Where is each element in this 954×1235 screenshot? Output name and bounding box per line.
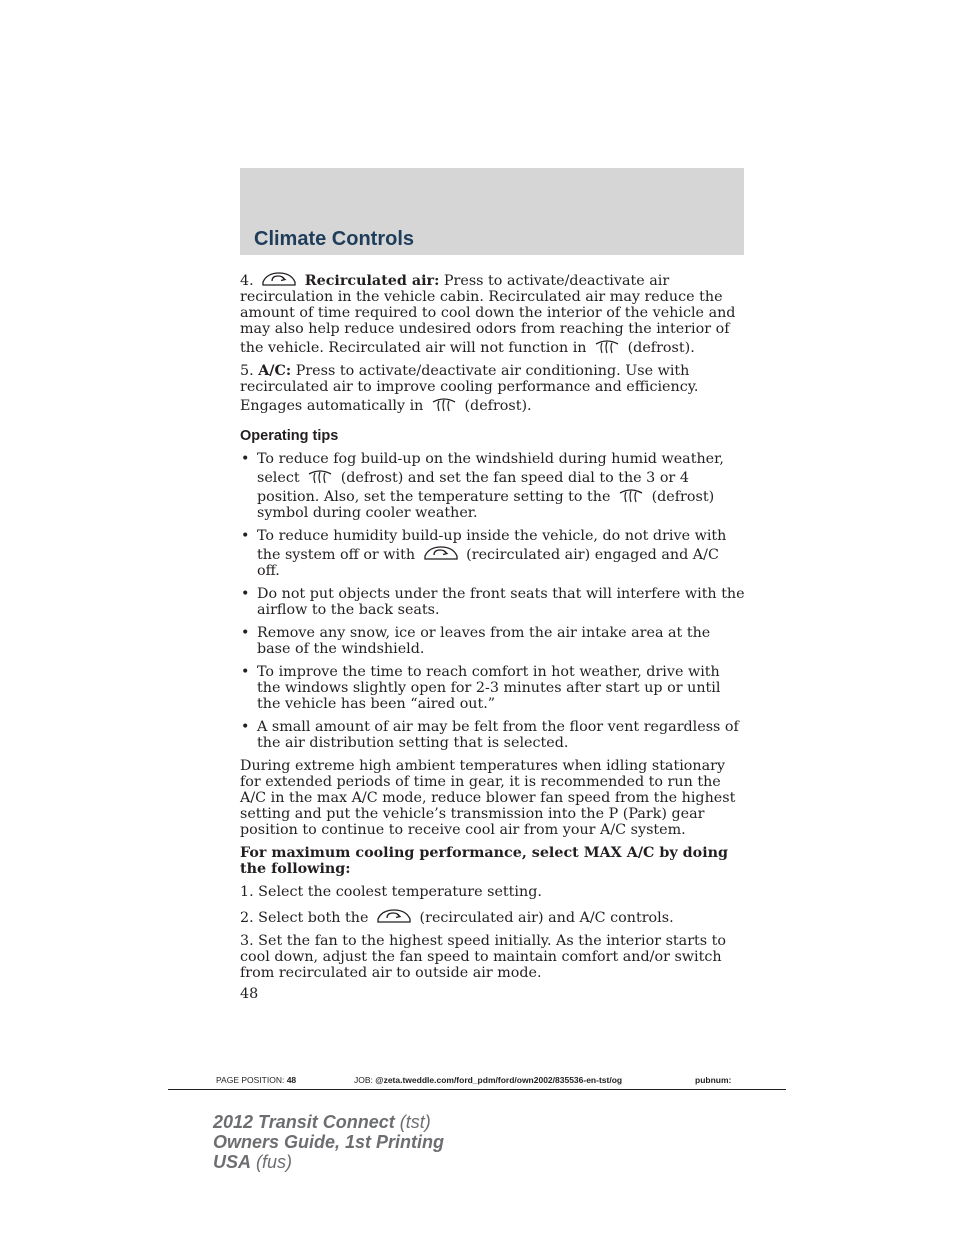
bullet: • bbox=[241, 586, 250, 602]
footer-value: @zeta.tweddle.com/ford_pdm/ford/own2002/835536-en-tst/og bbox=[375, 1075, 623, 1085]
tip-text: To improve the time to reach comfort in hot weather, drive with the windows slightly open for 2-3 minutes after start up or until the vehicle has been “aired out.” bbox=[257, 664, 721, 712]
book-line-3 bbox=[213, 1152, 444, 1172]
defrost-icon bbox=[594, 337, 620, 355]
book-market-code: (fus) bbox=[251, 1152, 293, 1172]
item-number: 4. bbox=[240, 273, 254, 289]
book-market: USA bbox=[213, 1152, 252, 1172]
tip-text: To reduce humidity build-up inside the vehicle, do not drive with the system off or with bbox=[257, 528, 727, 563]
content-column bbox=[240, 270, 746, 1002]
footer-divider bbox=[168, 1089, 786, 1090]
max-ac-heading bbox=[240, 845, 746, 877]
footer-label: pubnum: bbox=[695, 1075, 732, 1085]
book-code: (tst) bbox=[394, 1112, 431, 1132]
recirc-text: Press to activate/deactivate air recirculation in the vehicle cabin. Recirculated air may reduce the amount of time required to cool down the interior of the vehicle and may also help reduce undesired odors from reaching the interior of the vehicle. Recirculated air will not function in bbox=[240, 273, 736, 356]
max-ac-step-2 bbox=[240, 907, 746, 926]
term-recirculated-air: Recirculated air: bbox=[304, 273, 440, 289]
recirculated-air-icon bbox=[376, 907, 412, 925]
item-ac bbox=[240, 363, 746, 414]
operating-tips-list bbox=[240, 451, 746, 751]
list-item bbox=[240, 625, 746, 657]
footer-job bbox=[354, 1075, 622, 1085]
max-ac-step-3: 3. Set the fan to the highest speed initially. As the interior starts to cool down, adjust the fan speed to maintain comfort and/or switch from recirculated air to outside air mode. bbox=[240, 933, 727, 981]
recirculated-air-icon bbox=[423, 544, 459, 562]
recirc-defrost-text: (defrost). bbox=[627, 340, 695, 356]
bullet: • bbox=[241, 528, 250, 544]
book-line-2: Owners Guide, 1st Printing bbox=[213, 1132, 445, 1152]
defrost-icon bbox=[307, 467, 333, 485]
list-item bbox=[240, 451, 746, 521]
list-item bbox=[240, 528, 746, 579]
footer-page-position bbox=[216, 1075, 296, 1085]
book-title: 2012 Transit Connect bbox=[213, 1112, 395, 1132]
tip-text: (defrost) symbol during cooler weather. bbox=[257, 489, 715, 521]
item-recirculated-air bbox=[240, 270, 746, 356]
term-ac: A/C: bbox=[258, 363, 292, 379]
tip-text: Remove any snow, ice or leaves from the air intake area at the base of the windshield. bbox=[257, 625, 711, 657]
list-item bbox=[240, 586, 746, 618]
ac-text: Press to activate/deactivate air conditioning. Use with recirculated air to improve cooling performance and efficiency. Engages automatically in bbox=[240, 363, 699, 414]
book-line-1 bbox=[213, 1112, 444, 1132]
footer-label: PAGE POSITION: bbox=[216, 1075, 285, 1085]
bullet: • bbox=[241, 664, 250, 680]
operating-tips-heading: Operating tips bbox=[240, 428, 339, 444]
defrost-icon bbox=[431, 395, 457, 413]
max-ac-step-1: 1. Select the coolest temperature setting. bbox=[240, 884, 542, 900]
tip-text: To reduce fog build-up on the windshield during humid weather, select bbox=[257, 451, 724, 486]
tip-text: A small amount of air may be felt from the floor vent regardless of the air distribution setting that is selected. bbox=[257, 719, 739, 751]
step-text: 2. Select both the bbox=[240, 910, 369, 926]
list-item bbox=[240, 664, 746, 712]
ac-defrost-text: (defrost). bbox=[464, 398, 532, 414]
tip-text: (defrost) and set the fan speed dial to the 3 or 4 position. Also, set the temperature setting to the bbox=[257, 470, 689, 505]
max-ac-heading-text: For maximum cooling performance, select MAX A/C by doing the following: bbox=[240, 845, 729, 877]
step-text: (recirculated air) and A/C controls. bbox=[419, 910, 674, 926]
extreme-heat-paragraph: During extreme high ambient temperatures when idling stationary for extended periods of time in gear, it is recommended to run the A/C in the max A/C mode, reduce blower fan speed from the highest setting and put the vehicle’s transmission into the P (Park) gear position to continue to receive cool air from your A/C system. bbox=[240, 758, 736, 838]
page-title: Climate Controls bbox=[254, 228, 415, 250]
book-info bbox=[213, 1112, 444, 1172]
tip-text: Do not put objects under the front seats that will interfere with the airflow to the back seats. bbox=[257, 586, 745, 618]
header-band bbox=[240, 168, 744, 255]
bullet: • bbox=[241, 451, 250, 467]
footer-pubnum bbox=[695, 1075, 731, 1085]
defrost-icon bbox=[618, 486, 644, 504]
tip-text: (recirculated air) engaged and A/C off. bbox=[257, 547, 719, 579]
footer-label: JOB: bbox=[354, 1075, 373, 1085]
list-item bbox=[240, 719, 746, 751]
bullet: • bbox=[241, 625, 250, 641]
page-number: 48 bbox=[240, 986, 259, 1002]
item-number: 5. bbox=[240, 363, 254, 379]
recirculated-air-icon bbox=[261, 270, 297, 288]
bullet: • bbox=[241, 719, 250, 735]
footer-value: 48 bbox=[286, 1075, 297, 1085]
